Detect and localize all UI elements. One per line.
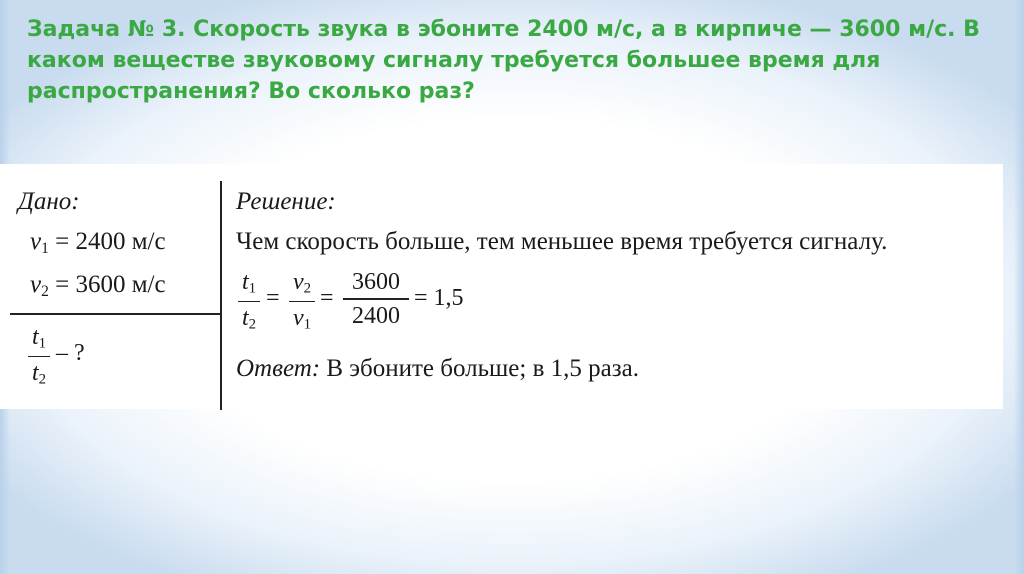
find-num-subscript: 1 [38,335,47,352]
v1-symbol: v [30,228,42,255]
formula-equals-2: = [320,285,334,311]
given-v1 [30,228,166,258]
find-num-symbol: t [31,324,39,350]
solution-statement: Чем скорость больше, тем меньшее время требуется сигналу. [236,228,888,255]
find-den-symbol: t [31,360,39,387]
v1-subscript: 1 [41,239,49,257]
ratio-v2-symbol: v [292,269,304,295]
table-horizontal-divider [10,313,221,315]
find-question: – ? [56,340,85,366]
v1-value: = 2400 м/с [55,228,166,255]
v2-value: = 3600 м/с [55,271,166,298]
ratio-t-fraction [238,270,260,333]
ratio-t1-symbol: t [241,269,249,295]
formula-result: = 1,5 [414,285,464,311]
ratio-numerator: 3600 [352,269,400,295]
find-fraction [28,325,50,388]
ratio-t2-subscript: 2 [248,316,257,333]
v2-subscript: 2 [41,282,49,300]
v2-symbol: v [30,271,42,298]
ratio-denominator: 2400 [352,302,400,329]
ratio-t1-subscript: 1 [248,280,257,297]
answer-line [236,355,639,383]
ratio-t2-symbol: t [241,305,249,332]
solution-heading: Решение: [236,188,336,215]
ratio-numeric-bar [343,298,409,300]
table-vertical-divider [220,181,222,410]
find-fraction-bar [28,356,50,358]
formula-equals-1: = [266,285,280,311]
ratio-v2-subscript: 2 [303,280,312,297]
answer-label: Ответ: [236,355,321,382]
task-title: Задача № 3. Скорость звука в эбоните 2400 м/с, а в кирпиче — 3600 м/с. В каком веществе звуковому сигналу требуется большее время для распространения? Во сколько раз? [27,17,980,104]
given-heading: Дано: [18,188,80,215]
slide-frame-right [1014,0,1024,574]
find-den-subscript: 2 [38,371,47,388]
ratio-numeric-fraction [343,270,409,328]
ratio-v1-subscript: 1 [303,316,312,333]
ratio-t-bar [238,301,260,303]
ratio-v1-symbol: v [292,305,304,332]
given-v2 [30,271,166,301]
ratio-v-bar [289,301,315,303]
answer-text: В эбоните больше; в 1,5 раза. [326,355,639,382]
ratio-v-fraction [289,270,315,333]
